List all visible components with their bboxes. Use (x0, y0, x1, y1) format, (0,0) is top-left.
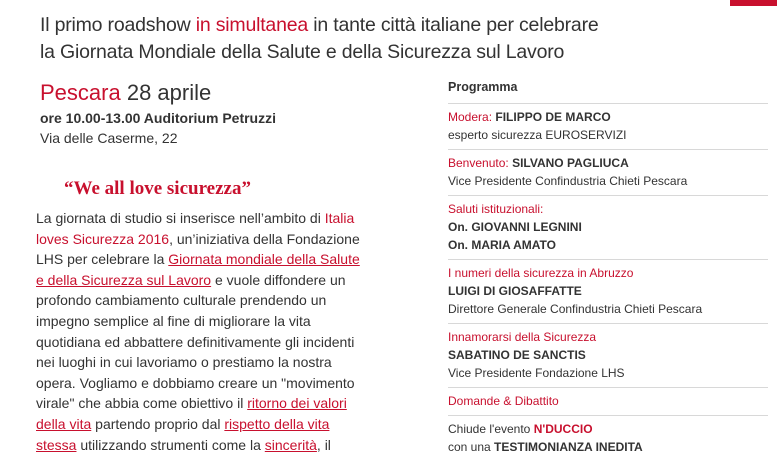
body-link-sincerita[interactable]: sincerità (264, 436, 317, 453)
closing-bold: TESTIMONIANZA INEDITA (494, 440, 643, 454)
programma-speaker: On. GIOVANNI LEGNINI (448, 220, 582, 234)
programma-role: Saluti istituzionali: (448, 202, 544, 216)
slogan: “We all love sicurezza” (64, 178, 251, 199)
description-paragraph (36, 208, 368, 455)
programma-title: Programma (448, 80, 518, 94)
body-text: , il (316, 436, 331, 453)
event-city: Pescara (40, 80, 121, 105)
programma-role: Benvenuto: (448, 156, 513, 170)
body-text: , un’iniziativa della Fondazione LHS per celebrare la (36, 230, 360, 268)
event-address: Via delle Caserme, 22 (40, 130, 178, 146)
programma-speaker: On. MARIA AMATO (448, 238, 556, 252)
body-text: utilizzando strumenti come la (76, 436, 265, 453)
programma-role: Modera: (448, 110, 496, 124)
programma-detail: Vice Presidente Confindustria Chieti Pescara (448, 174, 688, 188)
programma-closing (448, 415, 768, 456)
programma-speaker: LUIGI DI GIOSAFFATTE (448, 284, 582, 298)
headline-highlight: in simultanea (195, 14, 309, 36)
programma-speaker: FILIPPO DE MARCO (495, 110, 611, 124)
headline (40, 12, 760, 66)
programma-role: Domande & Dibattito (448, 394, 559, 408)
programma-item (448, 259, 768, 318)
programma-item (448, 323, 768, 382)
programma-role: I numeri della sicurezza in Abruzzo (448, 266, 634, 280)
body-link-giornata[interactable]: Giornata mondiale della Salute e della Sicurezza sul Lavoro (36, 251, 360, 288)
closing-text: con una (448, 440, 495, 454)
body-text: La giornata di studio si inserisce nell’ambito di (36, 210, 325, 226)
closing-text: Chiude l'evento (448, 422, 534, 436)
headline-line-1 (40, 12, 760, 39)
body-text: partendo proprio dal (91, 415, 225, 432)
programma-item (448, 195, 768, 254)
programma-item (448, 149, 768, 190)
event-time-place: ore 10.00-13.00 Auditorium Petruzzi (40, 110, 276, 126)
programma-speaker: SILVANO PAGLIUCA (512, 156, 629, 170)
programma-detail: Direttore Generale Confindustria Chieti Pescara (448, 302, 703, 316)
body-link-ritorno[interactable]: ritorno dei valori della vita (36, 395, 347, 432)
headline-text: Il primo roadshow (40, 14, 196, 36)
top-accent-bar (730, 0, 777, 6)
body-highlight-italia-loves: Italia loves Sicurezza 2016 (36, 210, 355, 247)
event-city-date (40, 80, 211, 106)
event-date: 28 aprile (126, 80, 212, 105)
headline-text-end: in tante città italiane per celebrare (308, 14, 599, 36)
programma-speaker: SABATINO DE SANCTIS (448, 348, 586, 362)
programma-detail: esperto sicurezza EUROSERVIZI (448, 128, 627, 142)
programma (448, 80, 768, 461)
body-link-rispetto[interactable]: rispetto della vita stessa (36, 415, 330, 453)
programma-item (448, 103, 768, 144)
programma-detail: Vice Presidente Fondazione LHS (448, 366, 625, 380)
body-text: e vuole diffondere un profondo cambiamento culturale prendendo un impegno semplice al fine di migliorare la vita quotidiana ed abbattere definitivamente gli incidenti nei luoghi in cui lavoriamo o prestiamo la nostra opera. Vogliamo e dobbiamo creare un "movimento virale" che abbia come obiettivo il (36, 271, 355, 412)
programma-item (448, 387, 768, 410)
headline-line-2: la Giornata Mondiale della Salute e della Sicurezza sul Lavoro (40, 41, 565, 63)
closing-highlight: N'DUCCIO (533, 422, 593, 436)
programma-role: Innamorarsi della Sicurezza (448, 330, 597, 344)
